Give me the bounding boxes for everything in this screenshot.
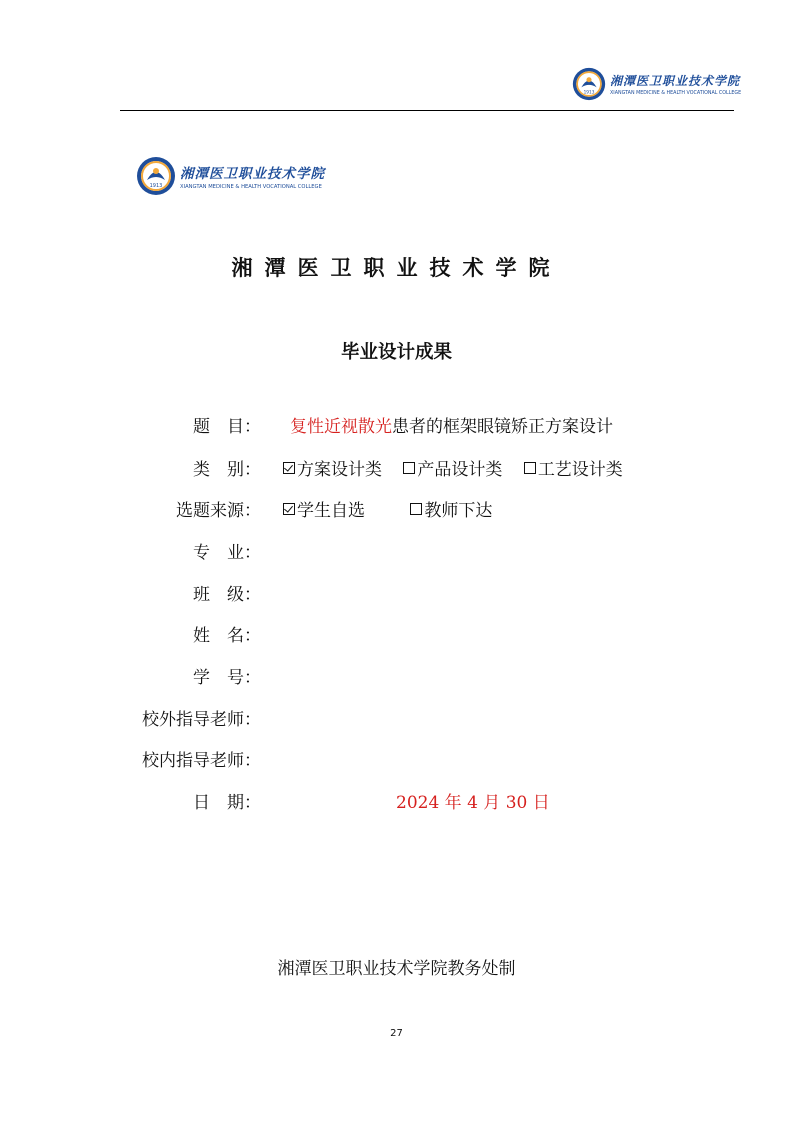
field-major — [0, 538, 793, 564]
field-topic — [0, 412, 793, 438]
field-student-id — [0, 663, 793, 689]
student-id-label: 学 号： — [193, 668, 261, 688]
major-label: 专 业： — [193, 543, 261, 563]
checkbox-icon[interactable] — [410, 503, 422, 515]
category-label: 类 别： — [193, 460, 261, 480]
college-emblem-icon — [136, 156, 176, 196]
date-value: 2024 年 4 月 30 日 — [396, 793, 550, 813]
source-options — [283, 496, 508, 521]
field-name — [0, 621, 793, 647]
field-category — [0, 455, 793, 481]
header-logo-en: XIANGTAN MEDICINE & HEALTH VOCATIONAL COLLEGE — [610, 91, 742, 96]
emblem-year: 1913 — [583, 90, 595, 96]
category-options — [283, 455, 639, 480]
page-number: 27 — [390, 1028, 403, 1039]
checkbox-icon[interactable] — [524, 462, 536, 474]
internal-advisor-label: 校内指导老师： — [142, 751, 261, 771]
header-divider — [120, 110, 734, 111]
field-source — [0, 496, 793, 522]
field-external-advisor — [0, 705, 793, 731]
field-internal-advisor — [0, 746, 793, 772]
category-option-process[interactable] — [524, 455, 623, 480]
checkbox-checked-icon[interactable] — [283, 462, 295, 474]
field-class — [0, 580, 793, 606]
category-option-product-label: 产品设计类 — [417, 460, 503, 480]
topic-value-rest: 患者的框架眼镜矫正方案设计 — [392, 417, 613, 437]
topic-label: 题 目： — [193, 417, 261, 437]
date-label: 日 期： — [193, 793, 261, 813]
checkbox-checked-icon[interactable] — [283, 503, 295, 515]
footer-issuer: 湘潭医卫职业技术学院教务处制 — [277, 959, 516, 979]
category-option-process-label: 工艺设计类 — [537, 460, 623, 480]
source-option-teacher-label: 教师下达 — [424, 501, 493, 521]
checkbox-icon[interactable] — [403, 462, 415, 474]
source-option-self[interactable] — [283, 496, 365, 521]
source-option-teacher[interactable] — [410, 496, 492, 521]
external-advisor-label: 校外指导老师： — [142, 710, 261, 730]
cover-logo — [136, 154, 325, 198]
category-option-plan-label: 方案设计类 — [297, 460, 382, 480]
cover-logo-en: XIANGTAN MEDICINE & HEALTH VOCATIONAL COLLEGE — [180, 184, 322, 190]
cover-logo-cn: 湘潭医卫职业技术学院 — [180, 166, 325, 182]
category-option-plan[interactable] — [283, 455, 382, 480]
header-logo — [572, 64, 742, 104]
source-label: 选题来源： — [176, 501, 261, 521]
topic-value-highlight: 复性近视散光 — [290, 417, 392, 437]
school-title: 湘潭医卫职业技术学院 — [231, 256, 562, 280]
header-logo-cn: 湘潭医卫职业技术学院 — [610, 74, 741, 88]
class-label: 班 级： — [193, 585, 261, 605]
category-option-product[interactable] — [403, 455, 502, 480]
field-date — [0, 788, 793, 814]
document-title: 毕业设计成果 — [340, 342, 452, 363]
source-option-self-label: 学生自选 — [297, 501, 365, 521]
emblem-year: 1913 — [149, 183, 163, 189]
topic-value — [290, 412, 613, 437]
name-label: 姓 名： — [193, 626, 261, 646]
college-emblem-icon — [572, 67, 606, 101]
